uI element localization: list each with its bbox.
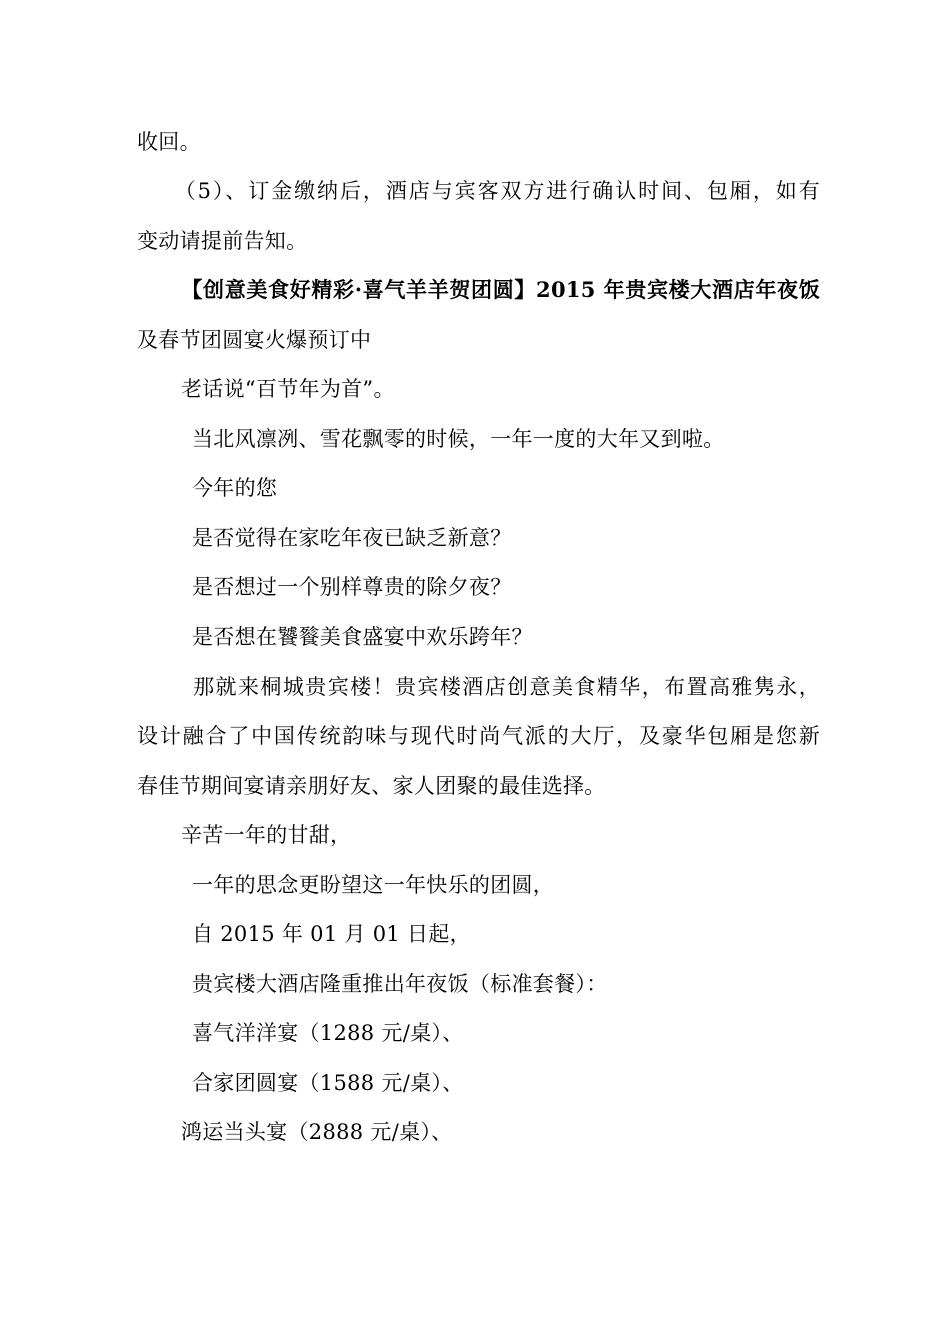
text-line: 及春节团圆宴火爆预订中 <box>137 328 372 352</box>
text-line: 贵宾楼大酒店隆重推出年夜饭（标准套餐）： <box>192 972 608 996</box>
text-line <box>137 176 820 206</box>
text-line: 是否想在饕餮美食盛宴中欢乐跨年？ <box>192 625 533 649</box>
text-line-content: （5）、订金缴纳后，酒店与宾客双方进行确认时间、包厢，如有 <box>173 179 820 203</box>
text-line: 一年的思念更盼望这一年快乐的团圆， <box>192 873 555 897</box>
text-line: 设计融合了中国传统韵味与现代时尚气派的大厅，及豪华包厢是您新 <box>137 724 820 748</box>
text-line-content: 【创意美食好精彩·喜气羊羊贺团圆】2015 年贵宾楼大酒店年夜饭 <box>181 277 820 302</box>
text-line: 自 2015 年 01 月 01 日起， <box>192 922 471 946</box>
text-line <box>137 672 820 702</box>
text-line: 老话说“百节年为首”。 <box>181 377 395 401</box>
text-line: 春佳节期间宴请亲朋好友、家人团聚的最佳选择。 <box>137 774 606 798</box>
text-line: 鸿运当头宴（2888 元/桌）、 <box>181 1120 453 1144</box>
text-line: 是否觉得在家吃年夜已缺乏新意？ <box>192 526 512 550</box>
text-line: 当北风凛冽、雪花飘零的时候，一年一度的大年又到啦。 <box>192 427 725 451</box>
text-line: 辛苦一年的甘甜， <box>181 823 352 847</box>
text-line: 是否想过一个别样尊贵的除夕夜？ <box>192 575 512 599</box>
text-line-content: 那就来桐城贵宾楼！贵宾楼酒店创意美食精华，布置高雅隽永， <box>192 675 820 699</box>
text-line: 合家团圆宴（1588 元/桌）、 <box>192 1071 464 1095</box>
text-line: 喜气洋洋宴（1288 元/桌）、 <box>192 1021 464 1045</box>
text-line: 收回。 <box>137 130 201 154</box>
text-line: 今年的您 <box>192 476 278 500</box>
text-line <box>137 275 820 305</box>
text-line: 变动请提前告知。 <box>137 229 308 253</box>
